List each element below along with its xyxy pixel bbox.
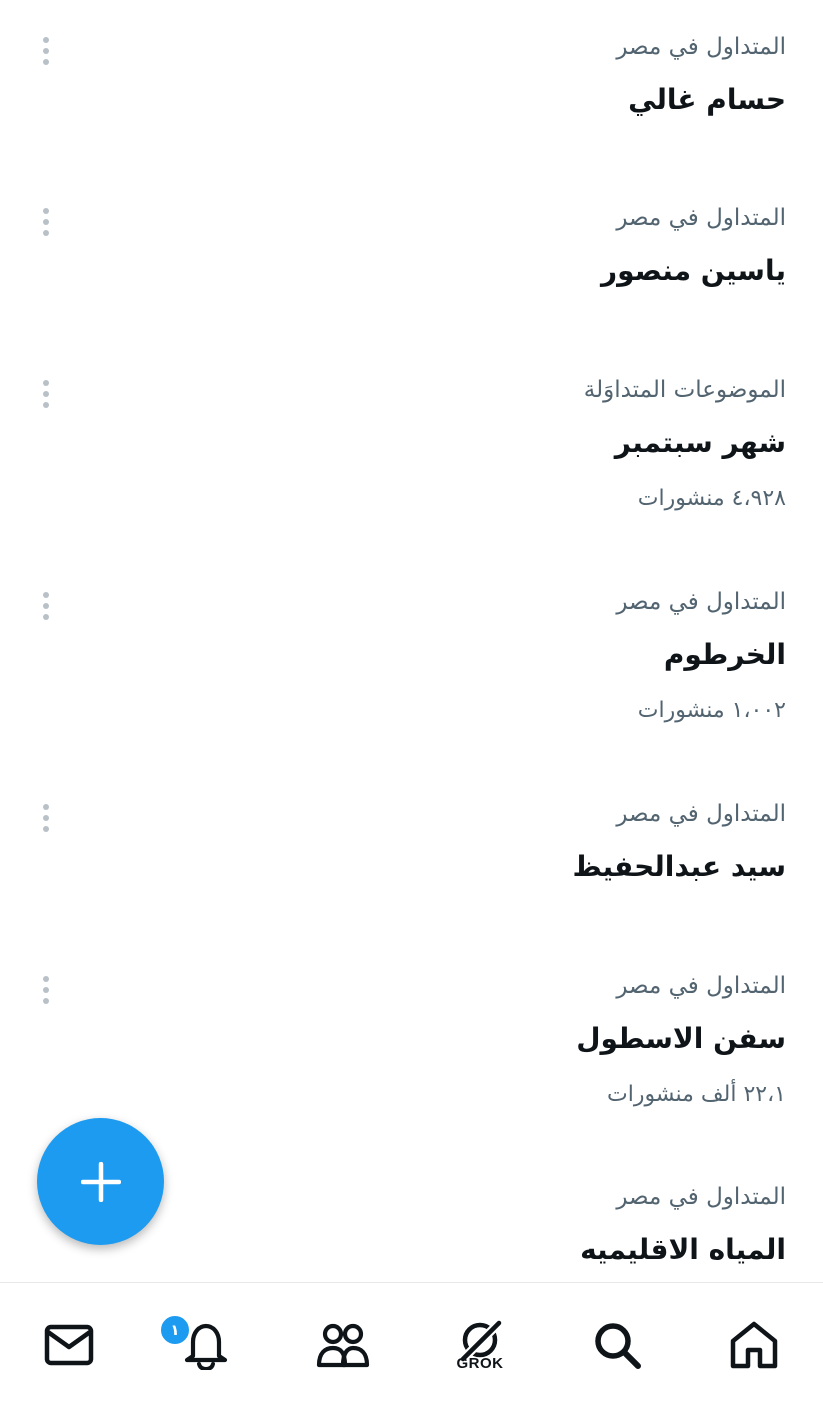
trend-title: سفن الاسطول [576,1022,786,1055]
trend-post-count: ٤،٩٢٨ منشورات [637,486,786,511]
trend-item[interactable] [0,585,823,755]
more-options-button[interactable] [30,204,62,240]
more-options-button[interactable] [30,33,62,69]
trend-context: المتداول في مصر [616,205,786,231]
more-options-button[interactable] [30,376,62,412]
trend-title: ياسين منصور [601,254,786,287]
nav-home[interactable] [722,1313,786,1377]
trend-title: سيد عبدالحفيظ [572,850,786,883]
nav-communities[interactable] [311,1313,375,1377]
more-vertical-icon [42,207,50,237]
more-options-button[interactable] [30,972,62,1008]
trend-context: المتداول في مصر [616,589,786,615]
more-vertical-icon [42,803,50,833]
nav-notifications[interactable] [170,1313,238,1377]
more-options-button[interactable] [30,800,62,836]
more-vertical-icon [42,379,50,409]
plus-icon [81,1162,121,1202]
home-icon [729,1320,779,1370]
mail-icon [44,1324,94,1366]
more-options-button[interactable] [30,588,62,624]
compose-post-button[interactable] [37,1118,164,1245]
trend-context: المتداول في مصر [616,34,786,60]
trend-context: المتداول في مصر [616,973,786,999]
more-vertical-icon [42,36,50,66]
trend-item[interactable] [0,797,823,927]
trend-title: حسام غالي [628,83,786,116]
nav-search[interactable] [585,1313,649,1377]
notification-badge: ١ [159,1314,191,1346]
trend-post-count: ١،٠٠٢ منشورات [637,698,786,723]
trend-title: شهر سبتمبر [614,426,786,459]
people-icon [315,1321,371,1369]
nav-grok[interactable] [448,1309,512,1373]
search-icon [592,1320,642,1370]
trend-item[interactable] [0,969,823,1139]
bottom-navigation-bar [0,1282,823,1401]
nav-messages[interactable] [37,1313,101,1377]
grok-label: GROK [456,1355,504,1372]
trend-item[interactable] [0,201,823,331]
trend-context: المتداول في مصر [616,1184,786,1210]
trend-context: الموضوعات المتداوَلة [583,377,786,403]
trend-context: المتداول في مصر [616,801,786,827]
trend-title: المياه الاقليميه [580,1233,786,1266]
trend-title: الخرطوم [663,638,786,671]
more-vertical-icon [42,975,50,1005]
trend-item[interactable] [0,30,823,160]
trend-post-count: ٢٢،١ ألف منشورات [607,1082,786,1107]
more-vertical-icon [42,591,50,621]
trend-item[interactable] [0,373,823,543]
